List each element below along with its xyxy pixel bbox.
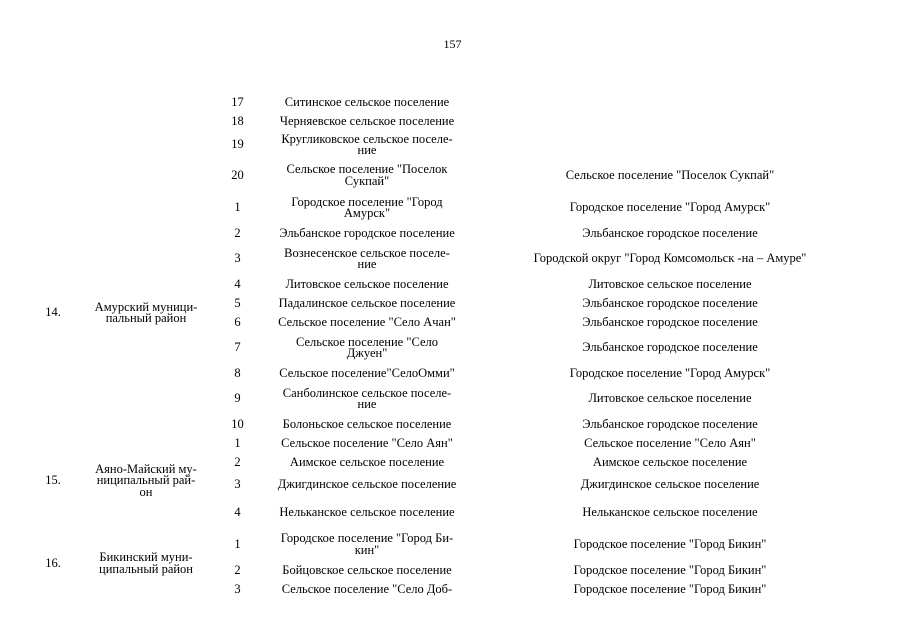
merged-into-settlement: Городское поселение "Город Амурск" bbox=[569, 365, 771, 380]
settlement-index: 1 bbox=[234, 200, 241, 215]
settlement-index: 19 bbox=[231, 137, 244, 152]
settlement-name: Городское поселение "Город Амурск" bbox=[291, 194, 443, 220]
settlement-index: 2 bbox=[234, 454, 241, 469]
merged-into-settlement: Аимское сельское поселение bbox=[592, 454, 748, 469]
settlement-index: 8 bbox=[234, 365, 241, 380]
settlement-name: Городское поселение "Город Би- кин" bbox=[280, 531, 454, 557]
settlement-index: 2 bbox=[234, 562, 241, 577]
merged-into-settlement: Литовское сельское поселение bbox=[588, 391, 752, 406]
merged-into-settlement: Джигдинское сельское поселение bbox=[580, 477, 760, 492]
settlement-name: Сельское поселение "Село Доб- bbox=[281, 581, 453, 596]
merged-into-settlement: Городское поселение "Город Амурск" bbox=[569, 200, 771, 215]
table-row bbox=[30, 93, 865, 112]
settlement-index: 3 bbox=[234, 477, 241, 492]
settlement-name: Джигдинское сельское поселение bbox=[277, 477, 457, 492]
district-name-cell bbox=[76, 112, 216, 131]
settlement-index: 3 bbox=[234, 251, 241, 266]
settlement-index: 3 bbox=[234, 581, 241, 596]
merged-into-settlement: Эльбанское городское поселение bbox=[582, 225, 758, 240]
settlement-index: 18 bbox=[231, 113, 244, 128]
district-name: Бикинский муни- ципальный район bbox=[99, 550, 193, 576]
merged-into-settlement: Нельканское сельское поселение bbox=[582, 505, 758, 520]
merged-into-settlement: Городской округ "Город Комсомольск -на – Амуре" bbox=[533, 251, 807, 266]
page-number: 157 bbox=[443, 37, 462, 51]
merged-into-settlement: Эльбанское городское поселение bbox=[582, 416, 758, 431]
district-number: 16. bbox=[45, 555, 61, 570]
district-number: 15. bbox=[45, 473, 61, 488]
settlement-name: Сельское поселение "Село Джуен" bbox=[295, 334, 438, 360]
merged-into-settlement: Городское поселение "Город Бикин" bbox=[573, 581, 767, 596]
settlement-name: Падалинское сельское поселение bbox=[278, 295, 456, 310]
settlement-index: 17 bbox=[231, 94, 244, 109]
district-name: Амурский муници- пальный район bbox=[94, 299, 198, 325]
settlement-index: 1 bbox=[234, 435, 241, 450]
settlement-name: Санболинское сельское поселе- ние bbox=[282, 385, 452, 411]
merged-into-settlement bbox=[475, 93, 865, 112]
settlement-name: Кругликовское сельское поселе- ние bbox=[281, 131, 453, 157]
merged-into-settlement: Городское поселение "Город Бикин" bbox=[573, 536, 767, 551]
merged-into-settlement: Эльбанское городское поселение bbox=[582, 340, 758, 355]
district-number-cell bbox=[30, 159, 76, 192]
settlement-index: 7 bbox=[234, 340, 241, 355]
settlement-name: Сельское поселение "Село Аян" bbox=[281, 435, 453, 450]
merged-into-settlement: Сельское поселение "Село Аян" bbox=[584, 435, 756, 450]
merged-into-settlement: Сельское поселение "Поселок Сукпай" bbox=[565, 167, 775, 182]
merged-into-settlement: Эльбанское городское поселение bbox=[582, 295, 758, 310]
settlement-name: Литовское сельское поселение bbox=[285, 276, 449, 291]
settlement-name: Болоньское сельское поселение bbox=[282, 416, 452, 431]
settlement-name: Сельское поселение "Село Ачан" bbox=[278, 314, 456, 329]
settlement-name: Эльбанское городское поселение bbox=[279, 225, 455, 240]
district-name: Аяно-Майский му- ниципальный рай- он bbox=[95, 461, 197, 499]
district-name-cell bbox=[76, 159, 216, 192]
table-row bbox=[30, 434, 865, 453]
district-number-cell bbox=[30, 112, 76, 131]
district-name-cell bbox=[76, 93, 216, 112]
district-name-cell bbox=[76, 131, 216, 159]
settlement-index: 6 bbox=[234, 314, 241, 329]
merged-into-settlement: Городское поселение "Город Бикин" bbox=[573, 562, 767, 577]
merged-into-settlement: Литовское сельское поселение bbox=[588, 276, 752, 291]
settlement-name: Ситинское сельское поселение bbox=[284, 94, 450, 109]
merged-into-settlement: Эльбанское городское поселение bbox=[582, 314, 758, 329]
settlement-index: 4 bbox=[234, 505, 241, 520]
merged-into-settlement bbox=[475, 112, 865, 131]
settlement-index: 2 bbox=[234, 225, 241, 240]
settlement-name: Сельское поселение"СелоОмми" bbox=[279, 365, 455, 380]
settlements-table bbox=[30, 93, 865, 599]
settlement-name: Сельское поселение "Поселок Сукпай" bbox=[286, 162, 448, 188]
settlement-name: Вознесенское сельское поселе- ние bbox=[284, 245, 450, 271]
merged-into-settlement bbox=[475, 131, 865, 159]
settlement-index: 20 bbox=[231, 167, 244, 182]
settlement-index: 10 bbox=[231, 416, 244, 431]
district-number-cell bbox=[30, 93, 76, 112]
settlement-index: 1 bbox=[234, 536, 241, 551]
settlement-index: 5 bbox=[234, 295, 241, 310]
settlement-name: Аимское сельское поселение bbox=[289, 454, 445, 469]
table-row bbox=[30, 159, 865, 192]
district-number-cell bbox=[30, 131, 76, 159]
district-number: 14. bbox=[45, 305, 61, 320]
settlement-index: 4 bbox=[234, 276, 241, 291]
settlement-index: 9 bbox=[234, 391, 241, 406]
table-row bbox=[30, 192, 865, 224]
table-row bbox=[30, 131, 865, 159]
settlement-name: Нельканское сельское поселение bbox=[279, 505, 455, 520]
settlement-name: Бойцовское сельское поселение bbox=[282, 562, 452, 577]
settlement-name: Черняевское сельское поселение bbox=[279, 113, 455, 128]
table-row bbox=[30, 112, 865, 131]
table-row bbox=[30, 528, 865, 561]
